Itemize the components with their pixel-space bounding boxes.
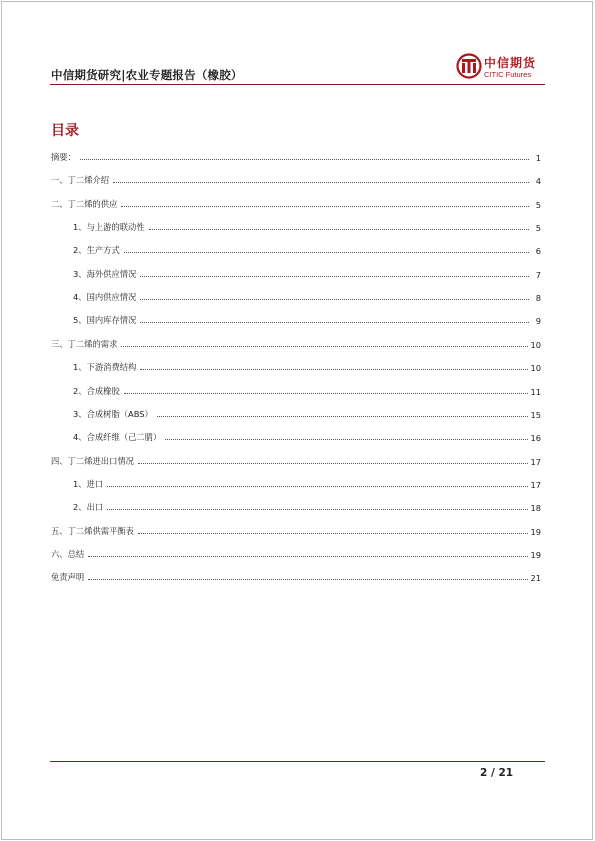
toc-entry-label: 4、合成纤维（己二腈） [73,432,162,443]
toc-entry[interactable] [51,523,541,537]
toc-entry-label: 1、进口 [73,478,104,489]
toc-leader-dots [157,415,529,417]
toc-entry-label: 六、总结 [51,548,85,559]
toc-entry[interactable] [51,569,541,583]
toc-entry-label: 四、丁二烯进出口情况 [51,455,134,466]
toc-entry[interactable] [73,242,541,256]
toc-entry-page: 4 [535,176,541,187]
toc-entry-page: 11 [530,386,541,397]
page-border [1,1,593,840]
toc-entry-page: 7 [535,269,541,280]
toc-leader-dots [107,485,528,487]
toc-entry[interactable] [73,406,541,420]
toc-entry-page: 15 [530,409,541,420]
toc-leader-dots [113,181,529,183]
toc-entry-page: 5 [535,199,541,210]
toc-entry-label: 5、国内库存情况 [73,315,137,326]
toc-entry[interactable] [73,219,541,233]
toc-leader-dots [138,462,528,464]
toc-entry[interactable] [73,499,541,513]
toc-entry-page: 8 [535,293,541,304]
toc-entry-label: 1、与上游的联动性 [73,222,145,233]
toc-leader-dots [140,368,528,370]
toc-entry-label: 摘要： [51,152,76,162]
toc-entry-label: 1、下游消费结构 [73,362,137,373]
toc-entry-page: 17 [530,479,541,490]
toc-entry-label: 2、合成橡胶 [73,385,120,396]
toc-leader-dots [140,275,529,277]
toc-entry[interactable] [51,453,541,467]
toc-entry-label: 三、丁二烯的需求 [51,338,118,349]
toc-entry[interactable] [73,312,541,326]
toc-leader-dots [140,298,529,300]
toc-entry[interactable] [51,196,541,210]
toc-leader-dots [149,228,529,230]
footer-rule [50,761,545,762]
toc-entry-page: 9 [535,316,541,327]
toc-leader-dots [88,555,528,557]
toc-entry-label: 免责声明 [51,572,85,583]
citic-logo-icon [456,53,482,79]
toc-entry-page: 21 [530,573,541,584]
toc-entry-label: 3、海外供应情况 [73,268,137,279]
toc-leader-dots [107,508,528,510]
logo-english-text: CITIC Futures [484,70,532,79]
toc-entry-page: 18 [530,503,541,514]
toc-entry-page: 19 [530,549,541,560]
toc-leader-dots [80,158,529,160]
toc-entry-page: 1 [535,153,541,163]
toc-entry-label: 二、丁二烯的供应 [51,198,118,209]
toc-entry-label: 2、生产方式 [73,245,120,256]
toc-entry-page: 10 [530,363,541,374]
toc-entry[interactable] [73,266,541,280]
toc-leader-dots [165,438,528,440]
toc-entry-page: 17 [530,456,541,467]
toc-entry[interactable] [51,546,541,560]
toc-entry-label: 3、合成树脂（ABS） [73,408,153,419]
toc-entry-page: 10 [530,339,541,350]
toc-leader-dots [140,321,529,323]
toc-leader-dots [121,205,529,207]
citic-futures-logo [456,53,546,83]
toc-entry-label: 五、丁二烯供需平衡表 [51,525,134,536]
toc-entry[interactable] [73,289,541,303]
header-title: 中信期货研究|农业专题报告（橡胶） [51,68,243,82]
toc-entry-page: 5 [535,223,541,234]
toc-entry[interactable] [73,476,541,490]
toc-leader-dots [124,251,529,253]
toc-entry-page: 16 [530,433,541,444]
toc-entry[interactable] [73,359,541,373]
page-number: 2 / 21 [480,767,514,779]
toc-leader-dots [121,345,528,347]
toc-entry[interactable] [51,336,541,350]
toc-entry-label: 4、国内供应情况 [73,292,137,303]
toc-entry[interactable] [73,383,541,397]
toc-entry-label: 一、丁二烯介绍 [51,175,110,186]
header-rule [50,84,545,85]
toc-title: 目录 [51,123,79,139]
toc-entry-label: 2、出口 [73,502,104,513]
logo-chinese-text: 中信期货 [484,56,537,70]
toc-leader-dots [124,392,529,394]
toc-entry[interactable] [73,429,541,443]
toc-entry[interactable] [51,172,541,186]
toc-entry-page: 6 [535,246,541,257]
toc-leader-dots [138,532,528,534]
toc-entry-page: 19 [530,526,541,537]
toc-entry[interactable] [51,149,541,163]
toc-leader-dots [88,578,528,580]
